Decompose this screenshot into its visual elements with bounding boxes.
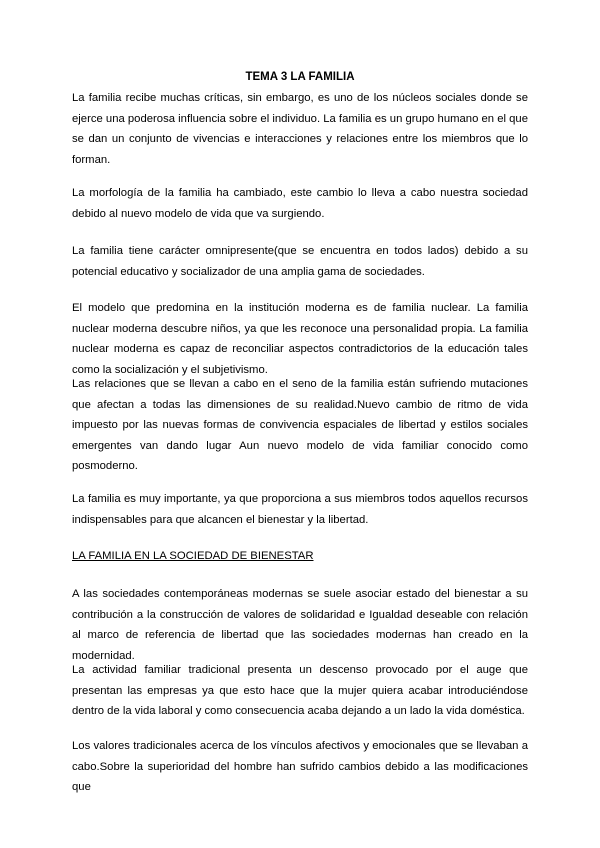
paragraph-1: La familia recibe muchas críticas, sin embargo, es uno de los núcleos sociales donde se ejerce una poderosa influencia sobre el individuo. La familia es un grupo humano en el que se dan un conjunto de vivencias e interacciones y relaciones entre los miembros que lo forman.: [72, 92, 528, 166]
paragraph-4: El modelo que predomina en la institución moderna es de familia nuclear. La familia nuclear moderna descubre niños, ya que les reconoce una personalidad propia. La familia nuclear moderna es capaz de reconciliar aspectos contradictorios de la educación tales como la socialización y el subjetivismo.: [72, 302, 528, 376]
section-paragraph-1: A las sociedades contemporáneas modernas se suele asociar estado del bienestar a su contribución a la construcción de valores de solidaridad e Igualdad deseable con relación al marco de referencia de libertad que las sociedades modernas han creado en la modernidad.: [72, 588, 528, 662]
paragraph-6: La familia es muy importante, ya que proporciona a sus miembros todos aquellos recursos indispensables para que alcancen el bienestar y la libertad.: [72, 493, 528, 526]
paragraph-3: La familia tiene carácter omnipresente(que se encuentra en todos lados) debido a su potencial educativo y socializador de una amplia gama de sociedades.: [72, 245, 528, 278]
document-title: TEMA 3 LA FAMILIA: [245, 71, 355, 83]
section-heading: LA FAMILIA EN LA SOCIEDAD DE BIENESTAR: [72, 550, 314, 562]
paragraph-2: La morfología de la familia ha cambiado, este cambio lo lleva a cabo nuestra sociedad debido al nuevo modelo de vida que va surgiendo.: [72, 187, 528, 220]
section-paragraph-2: La actividad familiar tradicional presenta un descenso provocado por el auge que presentan las empresas ya que esto hace que la mujer quiera acabar introduciéndose dentro de la vida laboral y como consecuencia acaba dejando a un lado la vida doméstica.: [72, 664, 528, 717]
section-paragraph-3: Los valores tradicionales acerca de los vínculos afectivos y emocionales que se llevaban a cabo.Sobre la superioridad del hombre han sufrido cambios debido a las modificaciones que: [72, 740, 528, 793]
paragraph-5: Las relaciones que se llevan a cabo en el seno de la familia están sufriendo mutaciones que afectan a todas las dimensiones de su realidad.Nuevo cambio de ritmo de vida impuesto por las nuevas formas de convivencia espaciales de libertad y estilos sociales emergentes van dando lugar Aun nuevo modelo de vida familiar conocido como posmoderno.: [72, 378, 528, 472]
